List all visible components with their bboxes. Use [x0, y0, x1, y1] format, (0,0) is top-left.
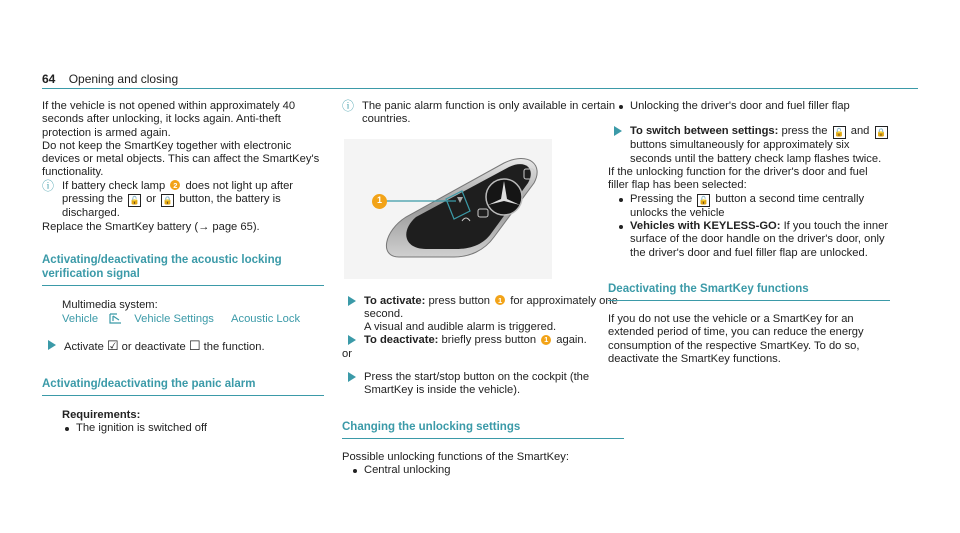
- menu-path: [42, 312, 324, 326]
- step-arrow-icon: [348, 372, 356, 382]
- unlock-key-icon: 🔓: [697, 194, 710, 207]
- checkbox-empty-icon: ☐: [188, 338, 201, 354]
- menu-vehicle-settings[interactable]: Vehicle Settings: [134, 313, 214, 326]
- step-switch-settings: To switch between settings: press the 🔓 and 🔒 buttons simultaneously for approximately six seconds until the battery check lamp flashes twice.: [608, 125, 890, 166]
- deactivate-smartkey-text: If you do not use the vehicle or a SmartKey for an extended period of time, you can reduce the energy consumption of the respective SmartKey. To do so, deactivate the SmartKey functions.: [608, 312, 864, 365]
- header-rule: [42, 88, 918, 89]
- unlock-key-icon: 🔓: [128, 194, 141, 207]
- column-left: [42, 100, 324, 435]
- figure-callout-1: 1: [372, 194, 387, 209]
- option-press-unlock-again: Pressing the 🔓 button a second time centrally unlocks the vehicle: [614, 193, 890, 220]
- step-arrow-icon: [348, 296, 356, 306]
- column-middle: [342, 100, 624, 477]
- step-arrow-icon: [614, 126, 622, 136]
- callout-badge: 2: [170, 180, 180, 190]
- requirements-label: Requirements:: [62, 408, 141, 421]
- info-icon: ⓘ: [42, 178, 55, 193]
- paragraph-relock: If the vehicle is not opened within approximately 40 seconds after unlocking, it locks again. Anti-theft protection is armed again.: [42, 100, 296, 139]
- panic-availability-note: ⓘ The panic alarm function is only available in certain countries.: [342, 99, 616, 126]
- section-unlocking-settings-title: Changing the unlocking settings: [342, 420, 624, 439]
- section-panic-alarm-title: Activating/deactivating the panic alarm: [42, 377, 324, 396]
- if-driver-selected: If the unlocking function for the driver's door and fuel filler flap has been selected:: [608, 166, 868, 192]
- smartkey-figure: [344, 139, 552, 279]
- smartkey-illustration: [344, 139, 552, 279]
- step-press-start: Press the start/stop button on the cockpit (the SmartKey is inside the vehicle).: [342, 371, 624, 398]
- page-number: 64: [42, 72, 56, 86]
- possible-functions: Possible unlocking functions of the SmartKey:: [342, 450, 569, 463]
- option-driver-door: Unlocking the driver's door and fuel filler flap: [614, 100, 890, 113]
- option-keyless-go: Vehicles with KEYLESS-GO: If you touch the inner surface of the door handle on the driver's door, only the driver's door and fuel filler flap are unlocked.: [614, 220, 890, 260]
- battery-note: ⓘ If battery check lamp 2 does not light up after pressing the 🔓 or 🔒 button, the battery is discharged.: [42, 178, 294, 220]
- unlock-key-icon: 🔓: [833, 126, 846, 139]
- step-activate-alarm: To activate: press button 1 for approximately one second. A visual and audible alarm is triggered.: [342, 295, 624, 335]
- checkbox-checked-icon: ☑: [106, 338, 119, 354]
- multimedia-label: Multimedia system:: [62, 298, 158, 311]
- page-reference-link[interactable]: → page 65: [198, 220, 253, 233]
- option-central-unlocking: Central unlocking: [348, 464, 624, 477]
- lock-key-icon: 🔒: [875, 126, 888, 139]
- step-arrow-icon: [348, 335, 356, 345]
- vehicle-settings-icon: [109, 312, 123, 324]
- section-acoustic-locking-title: Activating/deactivating the acoustic locking verification signal: [42, 253, 324, 286]
- step-deactivate-alarm: To deactivate: briefly press button 1 again.: [342, 334, 624, 347]
- or-label: or: [342, 347, 352, 360]
- menu-acoustic-lock[interactable]: Acoustic Lock: [231, 313, 301, 326]
- lock-key-icon: 🔒: [161, 194, 174, 207]
- info-icon: ⓘ: [342, 99, 355, 113]
- page-header-title: Opening and closing: [68, 72, 179, 86]
- callout-badge: 1: [495, 295, 505, 305]
- paragraph-smartkey-warning: Do not keep the SmartKey together with electronic devices or metal objects. This can affect the SmartKey's functionality.: [42, 139, 320, 179]
- column-right: [608, 100, 890, 366]
- requirement-item: The ignition is switched off: [60, 422, 324, 435]
- menu-vehicle[interactable]: Vehicle: [62, 313, 99, 326]
- page-header: [42, 72, 178, 86]
- section-deactivate-smartkey-title: Deactivating the SmartKey functions: [608, 282, 890, 301]
- step-activate-function: Activate ☑ or deactivate ☐ the function.: [42, 339, 324, 354]
- replace-battery: Replace the SmartKey battery (→ page 65).: [42, 220, 260, 233]
- step-arrow-icon: [48, 340, 56, 350]
- callout-badge: 1: [541, 335, 551, 345]
